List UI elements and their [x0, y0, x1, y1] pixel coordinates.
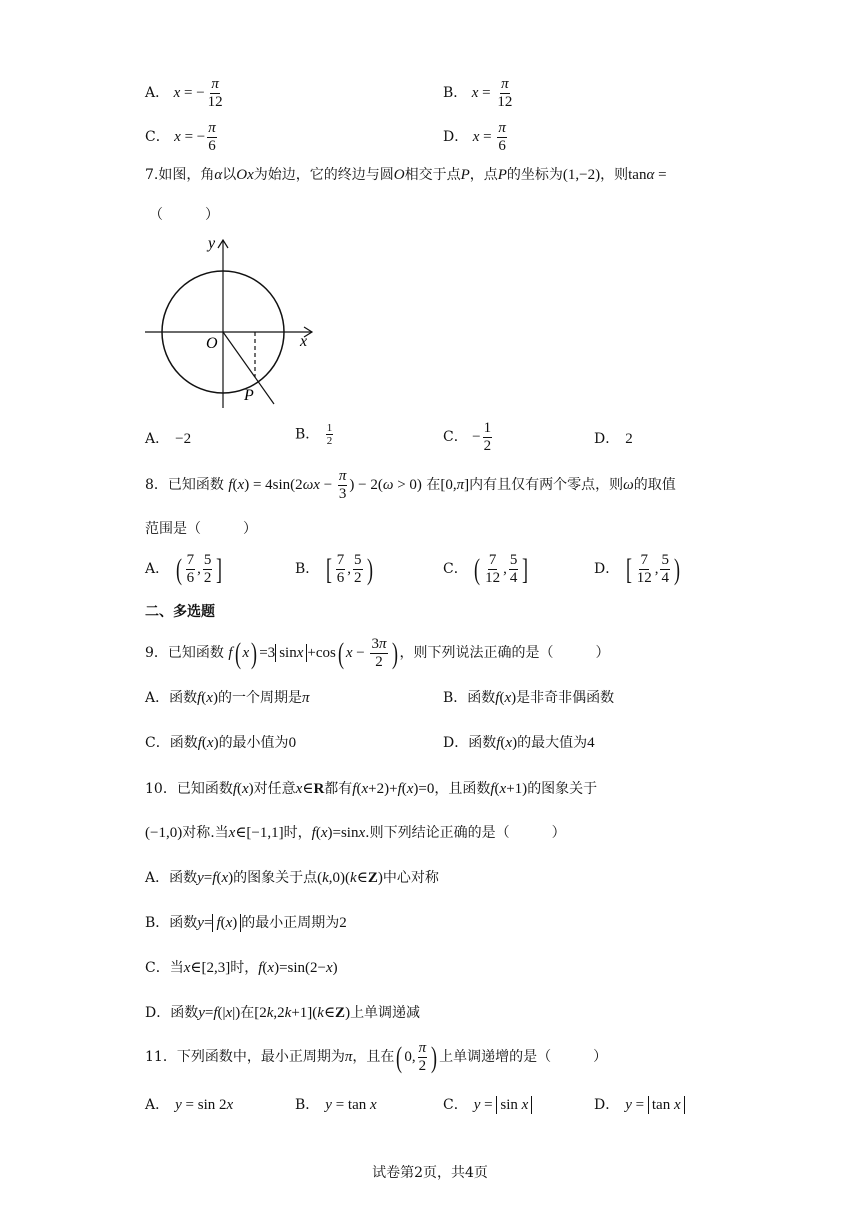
q11-option-a	[145, 1094, 233, 1114]
q6-option-d-expr: x = $\frac{\pi}{6}$	[472, 120, 506, 154]
q10-stem-text: 已知函数f(x)对任意x∈R都有f(x+2)+f(x)=0，且函数f(x+1)的图象关于	[176, 781, 598, 797]
q8-option-b-expr: [ $\frac{7}{6}$ , $\frac{5}{2}$ )	[325, 552, 373, 586]
option-label: B．	[145, 915, 170, 931]
q10-stem-cont	[145, 822, 566, 842]
option-label: D．	[594, 431, 620, 447]
option-label: D．	[145, 1005, 171, 1021]
q10-option-d-text: 函数y=f(|x|)在[2k,2k+1](k∈Z)上单调递减	[170, 1005, 421, 1021]
q6-option-d	[443, 120, 509, 155]
q7-stem	[145, 164, 667, 184]
question-number: 10．	[145, 781, 177, 797]
q8-option-d	[594, 552, 682, 587]
question-number: 11．	[145, 1048, 177, 1065]
q7-option-b	[295, 422, 335, 447]
q10-option-c	[145, 957, 338, 977]
q10-option-c-text: 当x∈[2,3]时，f(x)=sin(2−x)	[169, 960, 338, 976]
option-label: D．	[594, 1097, 620, 1113]
q7-paren: （ ）	[149, 207, 219, 223]
question-number: 7.	[145, 167, 159, 183]
q6-option-c-expr: x = − $\frac{\pi}{6}$	[174, 120, 216, 154]
q6-option-b-expr: x = $\frac{\pi}{12}$	[471, 76, 513, 110]
q8-option-a	[145, 552, 224, 587]
q9-option-a-text: 函数f(x)的一个周期是π	[169, 690, 310, 706]
q7-option-d-expr: 2	[625, 431, 633, 447]
q11-option-b-expr: y = tan x	[325, 1097, 377, 1113]
option-label: A．	[145, 1097, 170, 1113]
option-label: C．	[443, 428, 468, 445]
option-label: D．	[443, 735, 469, 751]
option-label: A．	[145, 690, 170, 706]
q11-stem-text: 下列函数中，最小正周期为π，且在( 0, $\frac{\pi}{2}$ ) 上单调递增的是（ ）	[176, 1040, 608, 1074]
q8-option-b	[295, 552, 375, 587]
q6-option-a-expr: x = − $\frac{\pi}{12}$	[173, 76, 223, 110]
option-label: C．	[145, 735, 170, 751]
option-label: A．	[145, 560, 170, 577]
q11-option-d-expr: y = tan x	[625, 1097, 684, 1113]
q8-stem-text: 已知函数 f(x) = 4sin(2ωx − $\frac{\pi}{3}$ ) − 2(ω > 0) 在[0,π]内有且仅有两个零点，则ω的取值	[167, 468, 676, 502]
q6-option-a	[145, 76, 226, 111]
option-label: A．	[145, 870, 170, 886]
option-label: B．	[443, 690, 468, 706]
option-label: C．	[443, 560, 468, 577]
x-axis-label: x	[300, 333, 308, 350]
q11-option-b	[295, 1094, 377, 1114]
q7-option-c	[443, 420, 494, 455]
q9-option-d	[443, 732, 595, 752]
q10-stem	[145, 778, 597, 798]
q7-option-a-expr: −2	[175, 431, 192, 447]
q10-option-d	[145, 1002, 420, 1022]
option-label: B．	[295, 426, 320, 443]
q9-option-c	[145, 732, 296, 752]
option-label: C．	[443, 1097, 468, 1113]
q9-stem-text: 已知函数 f( x) =3 sinx +cos( x − $\frac{3\pi}{2}$ ) ，则下列说法正确的是（ ）	[167, 636, 610, 670]
option-label: B．	[443, 84, 468, 101]
q9-option-a	[145, 687, 309, 707]
q11-option-c-expr: y = sin x	[474, 1097, 533, 1113]
option-label: D．	[443, 128, 469, 145]
q11-stem	[145, 1040, 607, 1075]
q8-option-d-expr: [ $\frac{7}{12}$ , $\frac{5}{4}$ )	[625, 552, 680, 586]
page-footer: 试卷第2页，共4页	[372, 1165, 488, 1181]
section-heading: 二、多选题	[145, 604, 215, 620]
option-label: A．	[145, 431, 170, 447]
q10-option-a	[145, 867, 439, 887]
q9-option-b	[443, 687, 614, 707]
q7-option-d	[594, 428, 633, 448]
q9-option-d-text: 函数f(x)的最大值为4	[468, 735, 595, 751]
q9-stem	[145, 636, 610, 671]
q9-option-b-text: 函数f(x)是非奇非偶函数	[467, 690, 615, 706]
option-label: D．	[594, 560, 620, 577]
q11-option-d	[594, 1094, 685, 1114]
q8-option-c	[443, 552, 530, 587]
q6-option-b	[443, 76, 515, 111]
origin-label: O	[206, 335, 218, 352]
q8-option-c-expr: ( $\frac{7}{12}$ , $\frac{5}{4}$ ]	[474, 552, 529, 586]
y-axis-label: y	[208, 235, 216, 252]
q9-option-c-text: 函数f(x)的最小值为0	[169, 735, 297, 751]
option-label: B．	[295, 560, 320, 577]
question-number: 9．	[145, 644, 168, 661]
q10-option-a-text: 函数y=f(x)的图象关于点(k,0)(k∈Z)中心对称	[169, 870, 439, 886]
q8-stem-cont: 范围是（ ）	[145, 521, 257, 537]
point-p-label: P	[244, 387, 254, 404]
q10-option-b-text: 函数y= f(x) 的最小正周期为2	[169, 915, 347, 931]
q8-option-a-expr: ( $\frac{7}{6}$ , $\frac{5}{2}$ ]	[175, 552, 223, 586]
option-label: B．	[295, 1097, 320, 1113]
question-number: 8．	[145, 476, 168, 493]
unit-circle-figure	[140, 232, 330, 412]
q6-option-c	[145, 120, 219, 155]
option-label: C．	[145, 960, 170, 976]
q10-option-b	[145, 912, 347, 932]
q7-stem-text: 如图，角α以Ox为始边，它的终边与圆O相交于点P，点P的坐标为(1,−2)，则tanα =	[158, 167, 667, 183]
q7-option-a	[145, 428, 191, 448]
option-label: C．	[145, 128, 170, 145]
option-label: A．	[145, 84, 170, 101]
q7-option-c-expr: − $\frac{1}{2}$	[472, 420, 492, 454]
q11-option-a-expr: y = sin 2x	[175, 1097, 234, 1113]
q7-option-b-expr: $\frac{1}{2}$	[326, 422, 333, 447]
q10-stem-cont-text: (−1,0)对称.当x∈[−1,1]时，f(x)=sinx.则下列结论正确的是（ ）	[145, 825, 566, 841]
q11-option-c	[443, 1094, 532, 1114]
q8-stem	[145, 468, 676, 503]
